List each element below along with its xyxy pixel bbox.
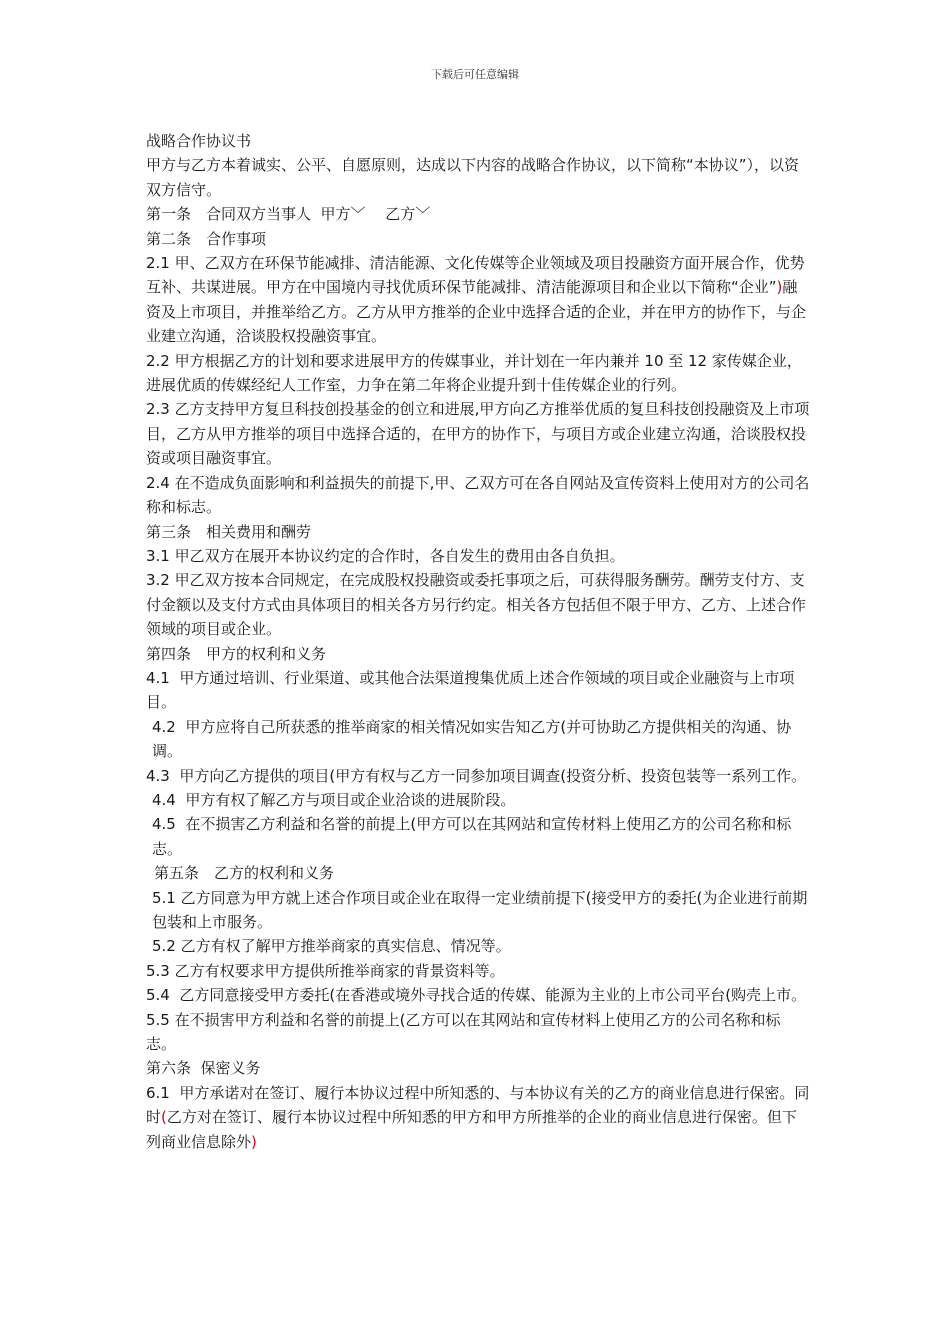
clause-3-2: 3.2 甲乙双方按本合同规定，在完成股权投融资或委托事项之后，可获得服务酬劳。酬劳支付方、支付金额以及支付方式由具体项目的相关各方另行约定。相关各方包括但不限于甲方、乙方、上述合作领域的项目或企业。: [146, 571, 807, 639]
clause-5-5: 5.5 在不损害甲方利益和名誉的前提上(乙方可以在其网站和宣传材料上使用乙方的公司名称和标志。: [146, 1010, 781, 1054]
clause-6-1-text-2: 乙方对在签订、履行本协议过程中所知悉的甲方和甲方所推举的企业的商业信息进行保密。但下列商业信息除外: [146, 1108, 797, 1151]
clause-2-2: 2.2 甲方根据乙方的计划和要求进展甲方的传媒事业，并计划在一年内兼并 10 至 12 家传媒企业，进展优质的传媒经纪人工作室，力争在第二年将企业提升到十佳传媒企业的行列。: [146, 351, 802, 395]
clause-2-1-tail: 融资及上市项目，并推举给乙方。乙方从甲方推举的企业中选择合适的企业，并在甲方的协作下，与企业建立沟通，洽谈股权投融资事宜。: [146, 278, 807, 346]
red-mark: ): [251, 1132, 257, 1151]
clause-2-1-text: 2.1 甲、乙双方在环保节能减排、清洁能源、文化传媒等企业领域及项目投融资方面开展合作，优势互补、共谋进展。甲方在中国境内寻找优质环保节能减排、清洁能源项目和企业以下简称“企业”: [146, 254, 805, 297]
clause-2-1: [146, 251, 810, 349]
article-3-heading: 第三条 相关费用和酬劳: [146, 522, 312, 541]
article-1-heading: 第一条 合同双方当事人 甲方﹀ 乙方﹀: [146, 205, 431, 224]
clause-4-2: 4.2 甲方应将自己所获悉的推举商家的相关情况如实告知乙方(并可协助乙方提供相关的沟通、协调。: [152, 717, 792, 761]
clause-2-4: 2.4 在不造成负面影响和利益损失的前提下,甲、乙双方可在各自网站及宣传资料上使用对方的公司名称和标志。: [146, 473, 810, 517]
article-5-heading: 第五条 乙方的权利和义务: [154, 864, 335, 883]
red-mark: (: [161, 1108, 167, 1127]
clause-5-3: 5.3 乙方有权要求甲方提供所推举商家的背景资料等。: [146, 961, 505, 980]
clause-5-1: 5.1 乙方同意为甲方就上述合作项目或企业在取得一定业绩前提下(接受甲方的委托(为企业进行前期包装和上市服务。: [152, 888, 808, 931]
clause-5-2: 5.2 乙方有权了解甲方推举商家的真实信息、情况等。: [152, 937, 511, 956]
clause-4-1: 4.1 甲方通过培训、行业渠道、或其他合法渠道搜集优质上述合作领域的项目或企业融资与上市项目。: [146, 668, 795, 712]
clause-5-4: 5.4 乙方同意接受甲方委托(在香港或境外寻找合适的传媒、能源为主业的上市公司平台(购壳上市。: [146, 986, 807, 1005]
header-note: 下载后可任意编辑: [431, 68, 519, 81]
clause-3-1: 3.1 甲乙双方在展开本协议约定的合作时，各自发生的费用由各自负担。: [146, 546, 625, 565]
clause-6-1: [146, 1081, 810, 1154]
intro-paragraph: 甲方与乙方本着诚实、公平、自愿原则，达成以下内容的战略合作协议，以下简称“本协议”），以资双方信守。: [146, 156, 800, 199]
document-title: 战略合作协议书: [146, 132, 252, 150]
article-4-heading: 第四条 甲方的权利和义务: [146, 644, 327, 663]
article-6-heading: 第六条 保密义务: [146, 1059, 261, 1078]
clause-4-5: 4.5 在不损害乙方利益和名誉的前提上(甲方可以在其网站和宣传材料上使用乙方的公司名称和标志。: [152, 815, 792, 858]
document-body: [146, 129, 810, 1154]
article-2-heading: 第二条 合作事项: [146, 229, 267, 248]
clause-4-3: 4.3 甲方向乙方提供的项目(甲方有权与乙方一同参加项目调查(投资分析、投资包装等一系列工作。: [146, 766, 807, 785]
clause-2-3: 2.3 乙方支持甲方复旦科技创投基金的创立和进展,甲方向乙方推举优质的复旦科技创投融资及上市项目，乙方从甲方推举的项目中选择合适的，在甲方的协作下，与项目方或企业建立沟通，洽谈股权投资或项目融资事宜。: [146, 400, 810, 468]
clause-4-4: 4.4 甲方有权了解乙方与项目或企业洽谈的进展阶段。: [152, 790, 516, 809]
clause-6-1-text: 6.1 甲方承诺对在签订、履行本协议过程中所知悉的、与本协议有关的乙方的商业信息进行保密。同时: [146, 1083, 810, 1127]
red-mark: ): [776, 278, 783, 297]
